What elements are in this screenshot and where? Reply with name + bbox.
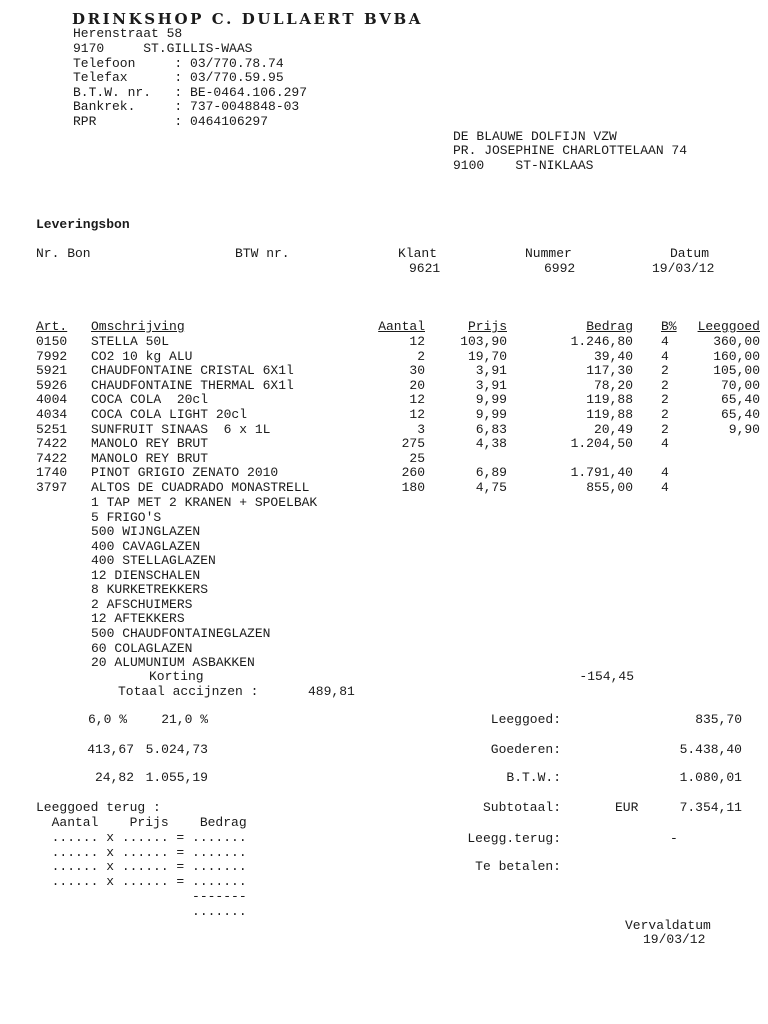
- col-aantal: Aantal: [378, 319, 425, 334]
- cell-bedrag: 117,30: [586, 363, 633, 379]
- cell-omschrijving: CHAUDFONTAINE THERMAL 6X1l: [91, 377, 294, 393]
- supplier-line: Herenstraat 58: [73, 26, 183, 41]
- customer-line: DE BLAUWE DOLFIJN VZW: [453, 129, 617, 144]
- return-line: ...... x ...... = .......: [36, 859, 247, 875]
- value-klant: 9621: [409, 261, 441, 276]
- vat-base: 413,67: [87, 742, 134, 757]
- vat-amount: 24,82: [94, 770, 134, 785]
- label-btw-nr: BTW nr.: [235, 246, 290, 261]
- cell-bedrag: 1.204,50: [570, 436, 633, 452]
- label-nr-bon: Nr. Bon: [36, 246, 91, 261]
- extra-item: 60 COLAGLAZEN: [91, 640, 193, 656]
- cell-aantal: 25: [409, 450, 425, 466]
- cell-btw-pct: 2: [661, 392, 669, 408]
- total-label: Leeggoed:: [490, 712, 561, 727]
- cell-leeggoed: 70,00: [720, 377, 760, 393]
- cell-art: 3797: [36, 480, 68, 495]
- extra-item: 12 AFTEKKERS: [91, 611, 185, 627]
- supplier-line: Bankrek. : 737-0048848-03: [73, 99, 300, 114]
- cell-prijs: 4,38: [475, 436, 507, 452]
- return-line: ...... x ...... = .......: [36, 830, 247, 845]
- return-title: Leeggoed terug :: [36, 800, 161, 815]
- extra-item: 400 STELLAGLAZEN: [91, 553, 216, 569]
- cell-bedrag: 1.791,40: [570, 465, 633, 481]
- extra-item: 5 FRIGO'S: [91, 509, 162, 525]
- cell-aantal: 12: [409, 334, 425, 349]
- extra-item: 500 CHAUDFONTAINEGLAZEN: [91, 625, 271, 641]
- total-value: 7.354,11: [679, 800, 742, 815]
- return-line: ...... x ...... = .......: [36, 874, 247, 890]
- cell-omschrijving: SUNFRUIT SINAAS 6 x 1L: [91, 421, 271, 437]
- label-nummer: Nummer: [525, 246, 572, 261]
- return-header: Aantal Prijs Bedrag: [36, 815, 247, 830]
- cell-art: 0150: [36, 334, 68, 349]
- cell-art: 7992: [36, 348, 68, 364]
- supplier-line: Telefoon : 03/770.78.74: [73, 56, 284, 71]
- cell-prijs: 9,99: [475, 392, 507, 408]
- cell-btw-pct: 4: [661, 480, 669, 495]
- return-line: -------: [36, 888, 247, 904]
- supplier-line: Telefax : 03/770.59.95: [73, 70, 284, 85]
- cell-btw-pct: 4: [661, 436, 669, 452]
- cell-prijs: 19,70: [467, 348, 507, 364]
- col-btw-pct: B%: [661, 319, 677, 334]
- total-value: -: [670, 831, 678, 846]
- due-label: Vervaldatum: [625, 918, 711, 933]
- vat-amount: 1.055,19: [145, 770, 208, 785]
- value-datum: 19/03/12: [652, 261, 715, 276]
- label-klant: Klant: [398, 246, 438, 261]
- cell-btw-pct: 2: [661, 421, 669, 437]
- total-label: Te betalen:: [475, 859, 561, 874]
- value-nummer: 6992: [544, 261, 576, 276]
- cell-art: 4004: [36, 392, 68, 408]
- accijnzen-label: Totaal accijnzen :: [118, 684, 259, 699]
- cell-omschrijving: ALTOS DE CUADRADO MONASTRELL: [91, 480, 310, 495]
- cell-bedrag: 78,20: [593, 377, 633, 393]
- accijnzen-value: 489,81: [308, 684, 355, 699]
- cell-art: 7422: [36, 436, 68, 452]
- cell-aantal: 2: [417, 348, 425, 364]
- cell-bedrag: 855,00: [586, 480, 633, 495]
- cell-aantal: 260: [401, 465, 425, 481]
- cell-aantal: 12: [409, 407, 425, 422]
- supplier-line: RPR : 0464106297: [73, 114, 269, 129]
- cell-aantal: 20: [409, 377, 425, 393]
- total-value: 5.438,40: [679, 742, 742, 757]
- cell-bedrag: 39,40: [593, 348, 633, 364]
- col-art: Art.: [36, 319, 68, 334]
- cell-prijs: 6,89: [475, 465, 507, 481]
- cell-leeggoed: 9,90: [728, 421, 760, 437]
- cell-art: 5251: [36, 421, 68, 437]
- cell-aantal: 3: [417, 421, 425, 437]
- extra-item: 20 ALUMUNIUM ASBAKKEN: [91, 655, 255, 671]
- vat-rate: 21,0 %: [161, 712, 208, 727]
- total-value: 835,70: [695, 712, 742, 727]
- extra-item: 500 WIJNGLAZEN: [91, 524, 201, 540]
- cell-aantal: 180: [401, 480, 425, 495]
- cell-btw-pct: 4: [661, 334, 669, 349]
- cell-bedrag: 1.246,80: [570, 334, 633, 349]
- cell-art: 5921: [36, 363, 68, 379]
- cell-prijs: 6,83: [475, 421, 507, 437]
- col-bedrag: Bedrag: [586, 319, 633, 334]
- cell-leeggoed: 65,40: [720, 407, 760, 422]
- document-title: Leveringsbon: [36, 217, 130, 232]
- supplier-line: 9170 ST.GILLIS-WAAS: [73, 41, 253, 56]
- cell-prijs: 103,90: [460, 334, 507, 349]
- extra-item: 400 CAVAGLAZEN: [91, 538, 201, 554]
- cell-aantal: 30: [409, 363, 425, 379]
- cell-btw-pct: 4: [661, 348, 669, 364]
- total-value: 1.080,01: [679, 770, 742, 785]
- cell-prijs: 3,91: [475, 363, 507, 379]
- cell-omschrijving: COCA COLA 20cl: [91, 392, 209, 408]
- cell-prijs: 3,91: [475, 377, 507, 393]
- cell-omschrijving: STELLA 50L: [91, 334, 170, 349]
- company-name: DRINKSHOP C. DULLAERT BVBA: [72, 10, 424, 28]
- col-leeggoed: Leeggoed: [697, 319, 760, 334]
- cell-leeggoed: 105,00: [713, 363, 760, 379]
- return-line: .......: [36, 903, 247, 919]
- cell-omschrijving: PINOT GRIGIO ZENATO 2010: [91, 465, 279, 481]
- col-prijs: Prijs: [467, 319, 507, 334]
- total-label: B.T.W.:: [506, 770, 561, 785]
- cell-btw-pct: 4: [661, 465, 669, 481]
- cell-omschrijving: MANOLO REY BRUT: [91, 436, 209, 452]
- cell-bedrag: 119,88: [586, 407, 633, 422]
- vat-base: 5.024,73: [145, 742, 208, 757]
- return-line: ...... x ...... = .......: [36, 844, 247, 860]
- cell-art: 7422: [36, 450, 68, 466]
- customer-line: PR. JOSEPHINE CHARLOTTELAAN 74: [453, 143, 688, 158]
- cell-omschrijving: COCA COLA LIGHT 20cl: [91, 407, 248, 422]
- total-label: Goederen:: [490, 742, 561, 757]
- cell-btw-pct: 2: [661, 407, 669, 422]
- due-date: 19/03/12: [643, 932, 706, 947]
- cell-art: 1740: [36, 465, 68, 481]
- cell-aantal: 275: [401, 436, 425, 452]
- cell-aantal: 12: [409, 392, 425, 408]
- cell-prijs: 9,99: [475, 407, 507, 422]
- supplier-line: B.T.W. nr. : BE-0464.106.297: [73, 85, 308, 100]
- cell-bedrag: 119,88: [586, 392, 633, 408]
- col-omschrijving: Omschrijving: [91, 319, 185, 334]
- cell-leeggoed: 160,00: [713, 348, 760, 364]
- vat-rate: 6,0 %: [87, 712, 127, 727]
- cell-leeggoed: 65,40: [720, 392, 760, 408]
- cell-leeggoed: 360,00: [713, 334, 760, 349]
- extra-item: 8 KURKETREKKERS: [91, 582, 209, 598]
- cell-bedrag: 20,49: [593, 421, 633, 437]
- korting-label: Korting: [149, 669, 204, 684]
- extra-item: 2 AFSCHUIMERS: [91, 596, 193, 612]
- cell-prijs: 4,75: [475, 480, 507, 495]
- extra-item: 1 TAP MET 2 KRANEN + SPOELBAK: [91, 495, 318, 510]
- cell-omschrijving: MANOLO REY BRUT: [91, 450, 209, 466]
- customer-line: 9100 ST-NIKLAAS: [453, 158, 594, 173]
- label-datum: Datum: [670, 246, 710, 261]
- korting-value: -154,45: [579, 669, 634, 684]
- cell-art: 4034: [36, 407, 68, 422]
- extra-item: 12 DIENSCHALEN: [91, 567, 201, 583]
- cell-art: 5926: [36, 377, 68, 393]
- cell-omschrijving: CHAUDFONTAINE CRISTAL 6X1l: [91, 363, 294, 379]
- total-label: Leegg.terug:: [467, 831, 561, 846]
- cell-btw-pct: 2: [661, 377, 669, 393]
- cell-btw-pct: 2: [661, 363, 669, 379]
- total-currency: EUR: [615, 800, 639, 815]
- total-label: Subtotaal:: [482, 800, 561, 815]
- cell-omschrijving: CO2 10 kg ALU: [91, 348, 193, 364]
